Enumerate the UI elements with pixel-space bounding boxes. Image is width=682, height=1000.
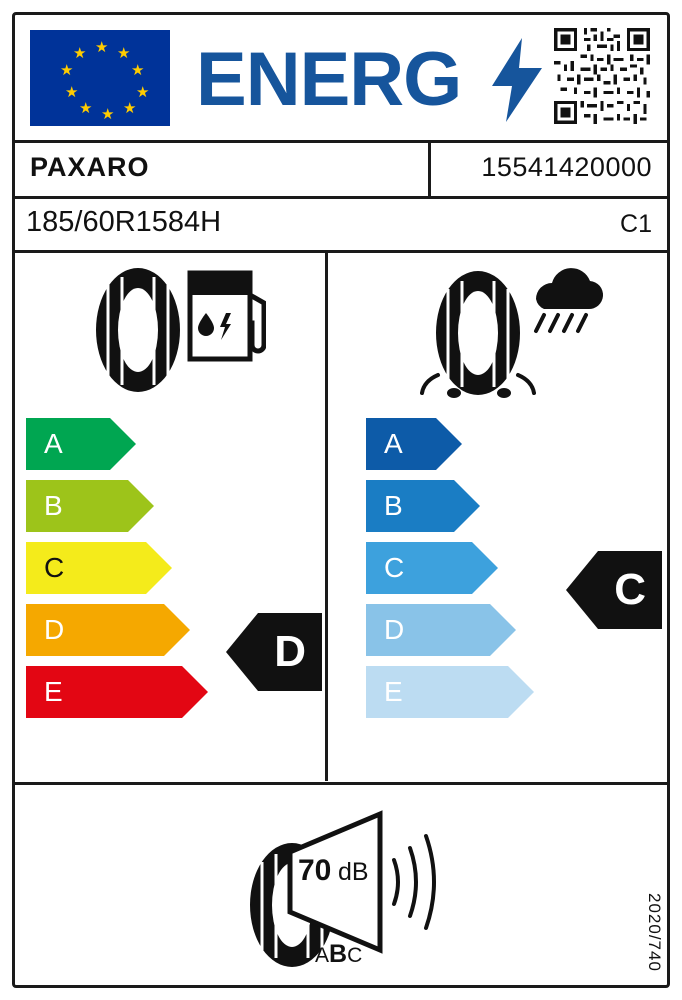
eu-flag-icon: ★ ★ ★ ★ ★ ★ ★ ★ ★ ★ [30,30,170,126]
rain-cloud-tyre-icon [408,265,608,405]
grade-letter: E [44,676,63,707]
grade-letter: B [44,490,63,521]
divider-sku-vertical [428,140,431,196]
grade-letter: C [44,552,65,583]
page-title: ENERG [196,37,462,122]
grade-letter: D [384,614,405,645]
grade-row-fuel-b [26,480,316,532]
grade-row-fuel-a [26,418,316,470]
qr-code-icon [554,28,650,124]
divider-size [15,250,667,253]
noise-class-b: B [329,940,348,968]
grade-row-wet-a [366,418,656,470]
fuel-pump-tyre-icon [86,265,266,395]
noise-value: 70 [298,854,332,887]
grade-letter: B [384,490,403,521]
grade-row-fuel-c [26,542,316,594]
grade-letter: A [384,428,403,459]
divider-noise [15,782,667,785]
divider-brand [15,196,667,199]
noise-class-scale [315,940,362,969]
grade-letter: E [384,676,403,707]
grade-bar [26,418,136,470]
grade-letter: C [384,552,405,583]
divider-middle-vertical [325,253,328,781]
wet-rating-letter: C [614,565,646,614]
fuel-rating-marker [226,613,322,691]
brand-name: PAXARO [30,152,150,182]
grade-bar [366,418,462,470]
tyre-size: 185/60R1584H [26,206,222,238]
noise-unit: dB [338,858,369,886]
noise-class-a: A [315,944,330,967]
tyre-class: C1 [620,210,652,238]
grade-row-wet-e [366,666,656,718]
grade-letter: D [44,614,65,645]
lightning-bolt-icon [492,38,542,122]
grade-letter: A [44,428,63,459]
divider-top [15,140,667,143]
fuel-rating-letter: D [274,627,306,676]
grade-row-wet-b [366,480,656,532]
noise-class-c: C [347,944,363,967]
regulation-reference: 2020/740 [645,893,664,972]
sku-number: 15541420000 [481,152,652,182]
wet-rating-marker [566,551,662,629]
